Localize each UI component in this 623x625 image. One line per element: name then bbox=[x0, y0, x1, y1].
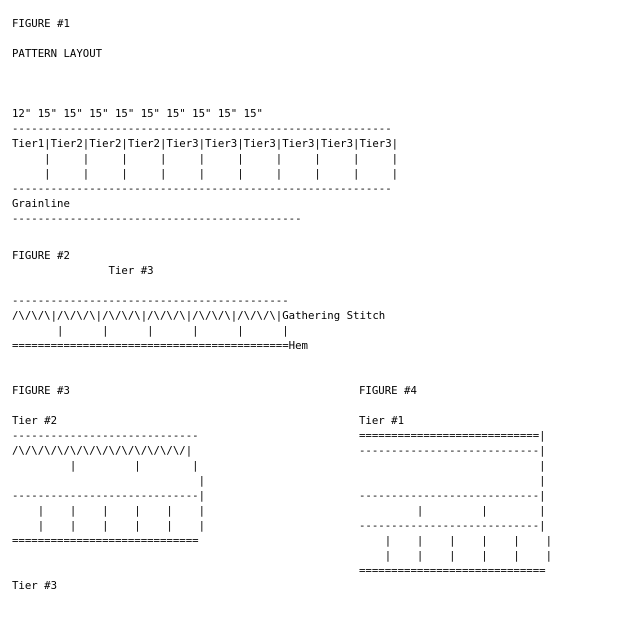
fig2-line: /\/\/\|/\/\/\|/\/\/\|/\/\/\|/\/\/\|/\/\/\|Gathering Stitch bbox=[12, 309, 386, 322]
fig3-line: ----------------------------- bbox=[12, 429, 199, 442]
fig3-line: | | | | | | bbox=[12, 519, 206, 532]
fig4-line: ----------------------------| bbox=[359, 519, 546, 532]
fig1-line: PATTERN LAYOUT bbox=[12, 47, 103, 60]
fig4-line: | bbox=[359, 474, 546, 487]
fig1-line: | | | | | | | | | | bbox=[12, 152, 399, 165]
fig3-line: FIGURE #3 bbox=[12, 384, 70, 397]
fig1-line: FIGURE #1 bbox=[12, 17, 70, 30]
fig1-line: --------------------------------------------- bbox=[12, 212, 302, 225]
fig4-line: | | | bbox=[359, 504, 546, 517]
fig1-line: ----------------------------------------------------------- bbox=[12, 122, 392, 135]
fig3-line: | bbox=[12, 474, 206, 487]
fig2-line: FIGURE #2 bbox=[12, 249, 70, 262]
fig3-line: Tier #3 bbox=[12, 579, 58, 592]
fig4-line: ============================= bbox=[359, 564, 546, 577]
fig4-line: Tier #1 bbox=[359, 414, 405, 427]
fig1-line: Tier1|Tier2|Tier2|Tier2|Tier3|Tier3|Tier3|Tier3|Tier3|Tier3| bbox=[12, 137, 399, 150]
fig4-line: | | | | | | bbox=[359, 549, 553, 562]
fig4-line: | | | | | | bbox=[359, 534, 553, 547]
fig1-line: 12" 15" 15" 15" 15" 15" 15" 15" 15" 15" bbox=[12, 107, 263, 120]
figure-2-tier-3 bbox=[12, 248, 385, 353]
fig4-line: ============================| bbox=[359, 429, 546, 442]
figure-3-tiers bbox=[12, 383, 205, 593]
fig4-line: ----------------------------| bbox=[359, 444, 546, 457]
figure-1-pattern-layout bbox=[12, 16, 398, 226]
fig3-line: | | | bbox=[12, 459, 199, 472]
fig1-line: ----------------------------------------------------------- bbox=[12, 182, 392, 195]
fig4-line: FIGURE #4 bbox=[359, 384, 417, 397]
fig2-line: Tier #3 bbox=[12, 264, 154, 277]
fig3-line: Tier #2 bbox=[12, 414, 58, 427]
fig2-line: | | | | | | bbox=[12, 324, 289, 337]
fig4-line: ----------------------------| bbox=[359, 489, 546, 502]
fig3-line: -----------------------------| bbox=[12, 489, 206, 502]
fig3-line: /\/\/\/\/\/\/\/\/\/\/\/\/\/| bbox=[12, 444, 193, 457]
fig4-line: | bbox=[359, 459, 546, 472]
fig2-line: ------------------------------------------- bbox=[12, 294, 289, 307]
fig1-line: Grainline bbox=[12, 197, 70, 210]
figure-4-tier-1 bbox=[359, 383, 552, 578]
fig3-line: | | | | | | bbox=[12, 504, 206, 517]
fig3-line: ============================= bbox=[12, 534, 199, 547]
fig1-line: | | | | | | | | | | bbox=[12, 167, 399, 180]
fig2-line: ===========================================Hem bbox=[12, 339, 308, 352]
